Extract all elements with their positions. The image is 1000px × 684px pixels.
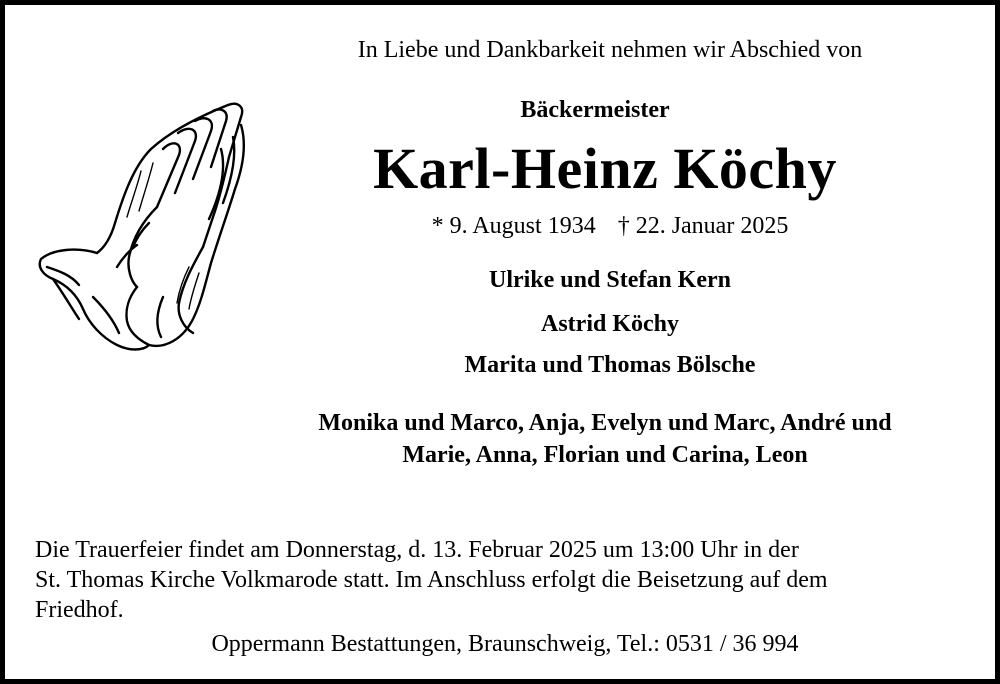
life-dates <box>215 213 1000 240</box>
intro-text: In Liebe und Dankbarkeit nehmen wir Abschied von <box>357 37 863 63</box>
family-member-3: Marita und Thomas Bölsche <box>464 352 756 378</box>
grandchildren-line-2: Marie, Anna, Florian und Carina, Leon <box>402 442 808 468</box>
birth-date: * 9. August 1934 <box>431 213 596 239</box>
deceased-name: Karl-Heinz Köchy <box>373 136 837 201</box>
undertaker-info: Oppermann Bestattungen, Braunschweig, Tel.: 0531 / 36 994 <box>211 631 799 657</box>
family-member-1: Ulrike und Stefan Kern <box>488 267 731 293</box>
service-line-3: Friedhof. <box>35 597 124 623</box>
service-line-1: Die Trauerfeier findet am Donnerstag, d. 13. Februar 2025 um 13:00 Uhr in der <box>35 537 799 563</box>
grandchildren-list <box>210 407 1000 471</box>
service-line-2: St. Thomas Kirche Volkmarode statt. Im Anschluss erfolgt die Beisetzung auf dem <box>35 567 828 593</box>
death-date: † 22. Januar 2025 <box>617 213 789 239</box>
occupation-title: Bäckermeister <box>520 97 670 123</box>
service-info <box>35 535 985 625</box>
grandchildren-line-1: Monika und Marco, Anja, Evelyn und Marc, André und <box>318 410 892 436</box>
family-member-2: Astrid Köchy <box>541 311 679 337</box>
